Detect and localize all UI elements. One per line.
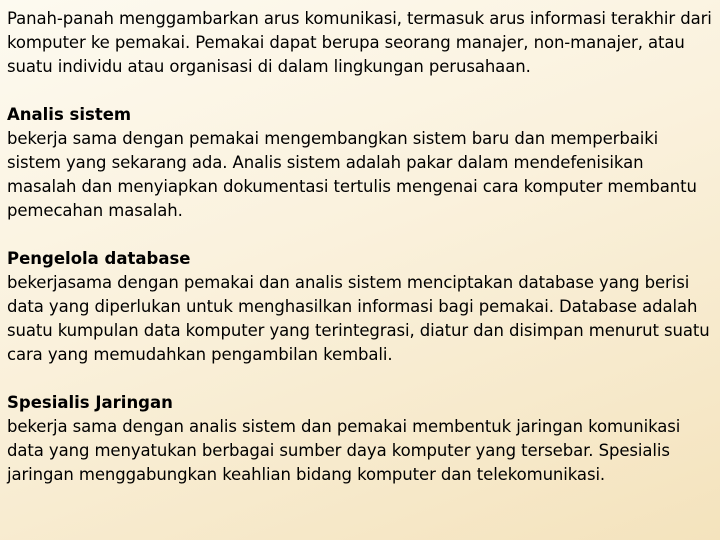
intro-paragraph: Panah-panah menggambarkan arus komunikasi, termasuk arus informasi terakhir dari komputer ke pemakai. Pemakai dapat berupa seorang manajer, non-manajer, atau suatu individu atau organisasi di dalam lingkungan perusahaan.	[7, 9, 712, 76]
section-title: Analis sistem	[7, 105, 132, 124]
section-body: bekerja sama dengan analis sistem dan pemakai membentuk jaringan komunikasi data yang menyatukan berbagai sumber daya komputer yang tersebar. Spesialis jaringan menggabungkan keahlian bidang komputer dan telekomunikasi.	[7, 417, 681, 484]
section-title: Pengelola database	[7, 249, 191, 268]
section-body: bekerja sama dengan pemakai mengembangkan sistem baru dan memperbaiki sistem yang sekarang ada. Analis sistem adalah pakar dalam mendefenisikan masalah dan menyiapkan dokumentasi tertulis mengenai cara komputer membantu pemecahan masalah.	[7, 129, 697, 220]
section-pengelola-database	[7, 247, 712, 367]
section-body: bekerjasama dengan pemakai dan analis sistem menciptakan database yang berisi data yang diperlukan untuk menghasilkan informasi bagi pemakai. Database adalah suatu kumpulan data komputer yang terintegrasi, diatur dan disimpan menurut suatu cara yang memudahkan pengambilan kembali.	[7, 273, 710, 364]
section-title: Spesialis Jaringan	[7, 393, 173, 412]
section-analis-sistem	[7, 103, 712, 223]
section-spesialis-jaringan	[7, 391, 712, 487]
